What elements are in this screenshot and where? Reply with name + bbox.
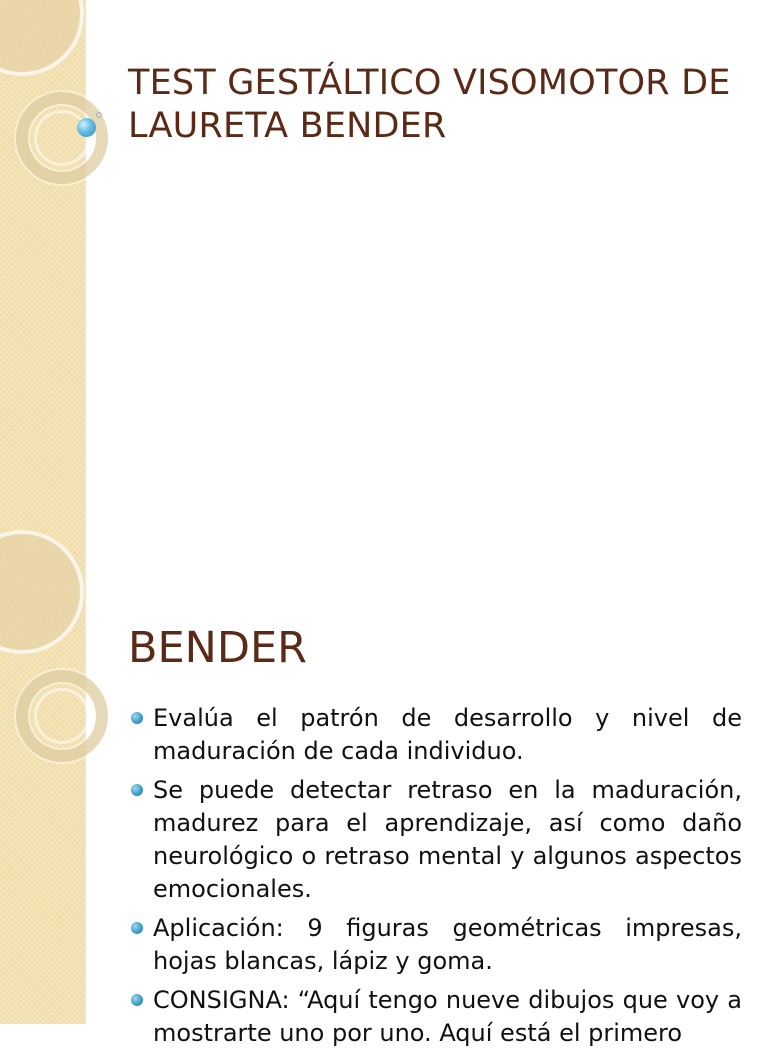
bullet-dot-icon (131, 994, 143, 1006)
bullet-text: Evalúa el patrón de desarrollo y nivel de maduración de cada individuo. (153, 704, 742, 765)
bullet-text: CONSIGNA: “Aquí tengo nueve dibujos que voy a mostrarte uno por uno. Aquí está el primero (153, 986, 742, 1047)
bullet-item (128, 912, 742, 978)
bullet-dot-icon (131, 922, 143, 934)
blue-sphere-icon (77, 118, 96, 137)
bullet-dot-icon (131, 712, 143, 724)
bullet-dot-icon (131, 784, 143, 796)
bullet-list (128, 702, 742, 1056)
inner-ring-decoration-icon (34, 688, 90, 744)
slide-heading: BENDER (128, 623, 307, 673)
bullet-text: Se puede detectar retraso en la maduración, madurez para el aprendizaje, así como daño neurológico o retraso mental y algunos aspectos emocionales. (153, 776, 742, 903)
slide-bender (0, 578, 768, 1047)
bullet-item (128, 774, 742, 906)
stripe-edge (84, 0, 87, 578)
stripe-edge (84, 578, 87, 1024)
decorative-stripe (0, 0, 84, 578)
bullet-item (128, 984, 742, 1050)
bullet-item (128, 702, 742, 768)
bullet-text: Aplicación: 9 figuras geométricas impresas, hojas blancas, lápiz y goma. (153, 914, 742, 975)
slide-title-text: TEST GESTÁLTICO VISOMOTOR DE LAURETA BENDER (128, 63, 731, 146)
small-circle-icon (96, 112, 102, 118)
